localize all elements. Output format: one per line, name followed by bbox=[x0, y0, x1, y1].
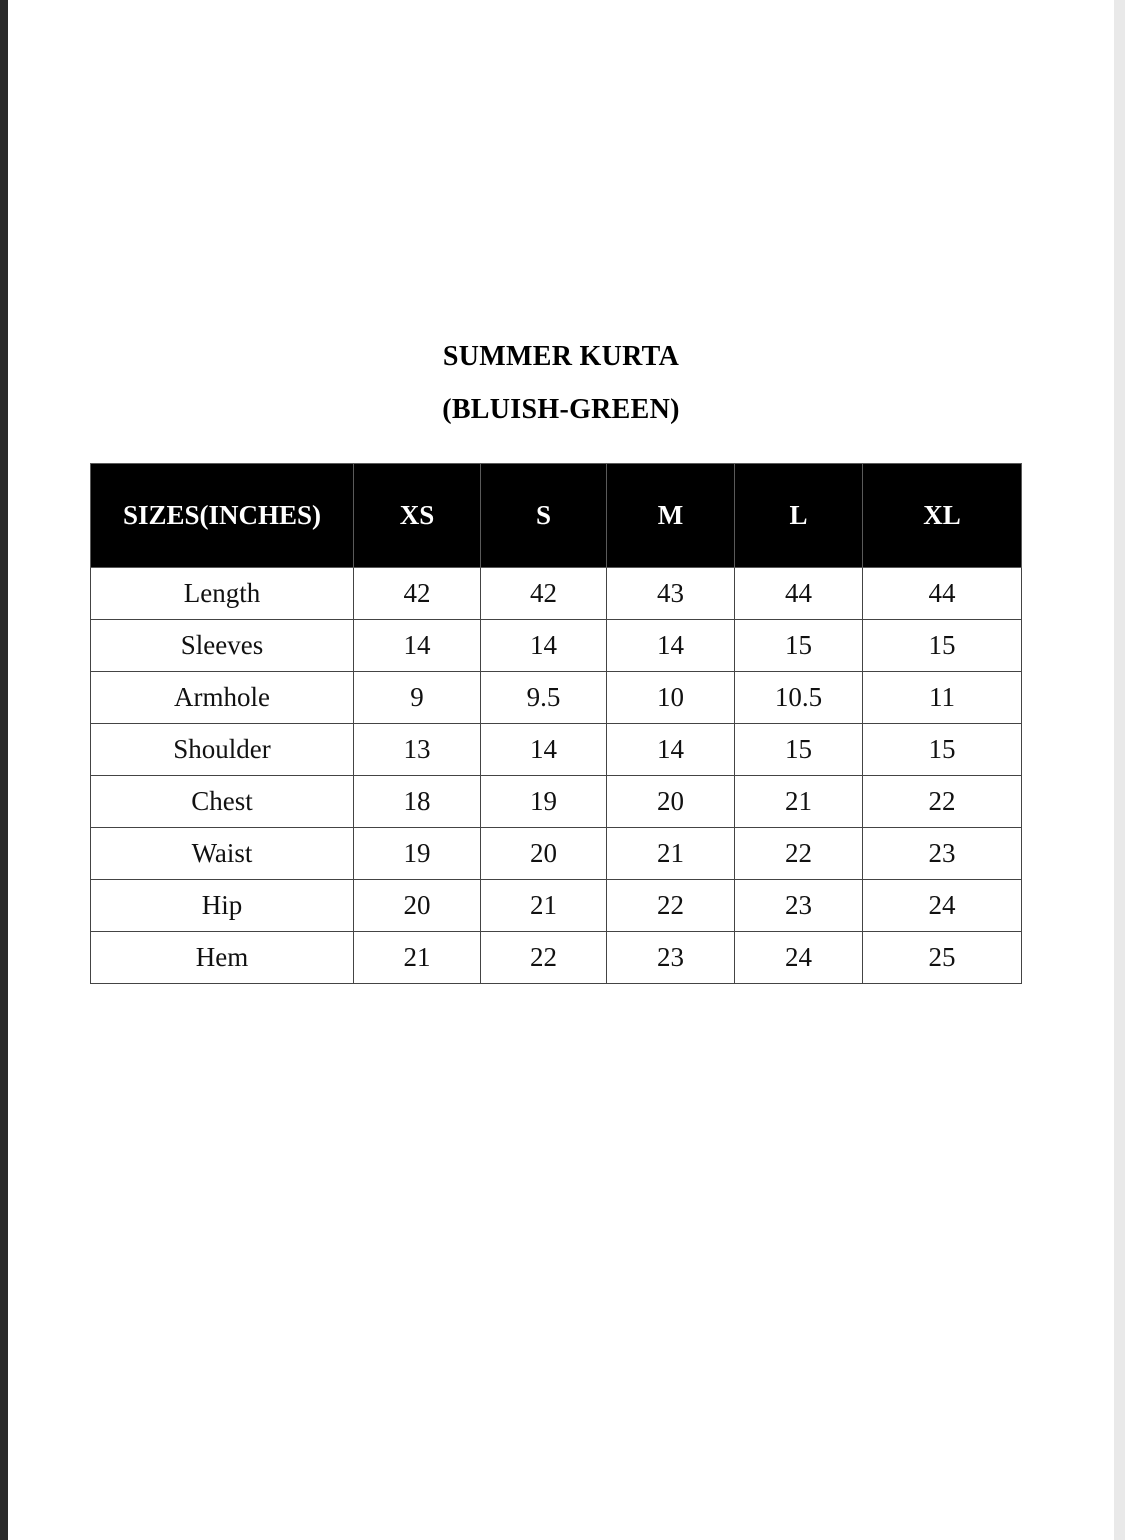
header-xs: XS bbox=[354, 464, 481, 568]
header-row bbox=[91, 464, 1022, 568]
row-label: Length bbox=[91, 568, 354, 620]
table-cell: 9 bbox=[354, 672, 481, 724]
table-cell: 15 bbox=[735, 620, 863, 672]
table-cell: 18 bbox=[354, 776, 481, 828]
table-cell: 14 bbox=[607, 620, 735, 672]
table-cell: 25 bbox=[863, 932, 1022, 984]
table-cell: 21 bbox=[354, 932, 481, 984]
table-cell: 21 bbox=[607, 828, 735, 880]
table-cell: 44 bbox=[863, 568, 1022, 620]
table-cell: 23 bbox=[607, 932, 735, 984]
table-cell: 43 bbox=[607, 568, 735, 620]
header-xl: XL bbox=[863, 464, 1022, 568]
table-cell: 23 bbox=[863, 828, 1022, 880]
document-title: SUMMER KURTA bbox=[442, 341, 680, 372]
table-cell: 20 bbox=[481, 828, 607, 880]
table-cell: 10.5 bbox=[735, 672, 863, 724]
table-cell: 23 bbox=[735, 880, 863, 932]
table-cell: 9.5 bbox=[481, 672, 607, 724]
size-chart-table bbox=[90, 463, 1022, 984]
page-edge bbox=[1114, 0, 1125, 1540]
table-cell: 22 bbox=[607, 880, 735, 932]
table-cell: 22 bbox=[481, 932, 607, 984]
row-label: Shoulder bbox=[91, 724, 354, 776]
table-cell: 14 bbox=[481, 724, 607, 776]
table-row bbox=[91, 620, 1022, 672]
table-cell: 15 bbox=[863, 620, 1022, 672]
row-label: Hip bbox=[91, 880, 354, 932]
row-label: Sleeves bbox=[91, 620, 354, 672]
table-cell: 14 bbox=[607, 724, 735, 776]
table-cell: 22 bbox=[735, 828, 863, 880]
row-label: Waist bbox=[91, 828, 354, 880]
table-cell: 19 bbox=[481, 776, 607, 828]
table-row bbox=[91, 724, 1022, 776]
table-row bbox=[91, 672, 1022, 724]
table-cell: 24 bbox=[863, 880, 1022, 932]
table-cell: 42 bbox=[481, 568, 607, 620]
table-row bbox=[91, 932, 1022, 984]
table-cell: 20 bbox=[607, 776, 735, 828]
row-label: Armhole bbox=[91, 672, 354, 724]
table-row bbox=[91, 568, 1022, 620]
table-row bbox=[91, 776, 1022, 828]
header-l: L bbox=[735, 464, 863, 568]
table-cell: 21 bbox=[735, 776, 863, 828]
table-cell: 10 bbox=[607, 672, 735, 724]
table-cell: 44 bbox=[735, 568, 863, 620]
document-subtitle: (BLUISH-GREEN) bbox=[442, 394, 680, 425]
row-label: Hem bbox=[91, 932, 354, 984]
table-cell: 22 bbox=[863, 776, 1022, 828]
table-cell: 14 bbox=[354, 620, 481, 672]
table-cell: 13 bbox=[354, 724, 481, 776]
table-cell: 42 bbox=[354, 568, 481, 620]
header-sizes: SIZES(INCHES) bbox=[91, 464, 354, 568]
table-cell: 21 bbox=[481, 880, 607, 932]
table-cell: 15 bbox=[863, 724, 1022, 776]
table-cell: 24 bbox=[735, 932, 863, 984]
table-row bbox=[91, 828, 1022, 880]
table-cell: 20 bbox=[354, 880, 481, 932]
row-label: Chest bbox=[91, 776, 354, 828]
table-cell: 15 bbox=[735, 724, 863, 776]
table-cell: 11 bbox=[863, 672, 1022, 724]
table-row bbox=[91, 880, 1022, 932]
table-cell: 19 bbox=[354, 828, 481, 880]
header-m: M bbox=[607, 464, 735, 568]
table-cell: 14 bbox=[481, 620, 607, 672]
header-s: S bbox=[481, 464, 607, 568]
